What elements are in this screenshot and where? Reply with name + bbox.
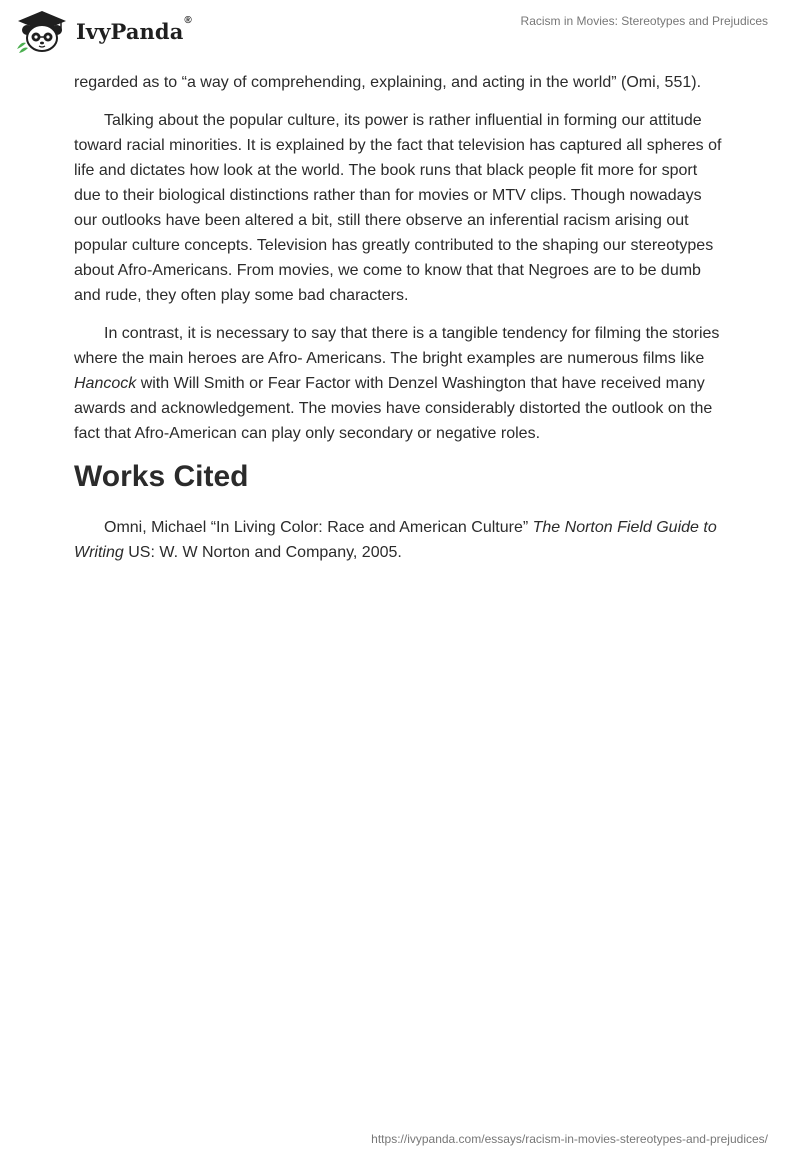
essay-content xyxy=(74,70,724,578)
citation-entry: Omni, Michael “In Living Color: Race and American Culture” The Norton Field Guide to Writing US: W. W Norton and Company, 2005. xyxy=(74,519,717,561)
paragraph: Talking about the popular culture, its power is rather influential in forming our attitude toward racial minorities. It is explained by the fact that television has captured all spheres of life and dictates how look at the world. The book runs that black people fit more for sport due to their biological distinctions rather than for movies or MTV clips. Though nowadays our outlooks have been altered a bit, still there observe an inferential racism arising out popular culture concepts. Television has greatly contributed to the shaping our stereotypes about Afro-Americans. From movies, we come to know that that Negroes are to be dumb and rude, they often play some bad characters. xyxy=(74,112,722,304)
panda-graduation-cap-icon xyxy=(14,9,70,53)
document-title: Racism in Movies: Stereotypes and Prejudices xyxy=(520,14,768,28)
page-header xyxy=(0,0,800,64)
book-title: The Norton Field Guide to Writing xyxy=(74,519,717,561)
paragraph: regarded as to “a way of comprehending, explaining, and acting in the world” (Omi, 551). xyxy=(74,74,702,91)
logo-wordmark: IvyPanda® xyxy=(76,14,192,44)
ivypanda-logo[interactable] xyxy=(14,8,204,54)
paragraph: In contrast, it is necessary to say that there is a tangible tendency for filming the stories where the main heroes are Afro- Americans. The bright examples are numerous films like Hancock with Will Smith or Fear Factor with Denzel Washington that have received many awards and acknowledgement. The movies have considerably distorted the outlook on the fact that Afro-American can play only secondary or negative roles. xyxy=(74,325,720,442)
works-cited-heading: Works Cited xyxy=(74,460,249,493)
film-title: Hancock xyxy=(74,375,137,392)
source-url[interactable]: https://ivypanda.com/essays/racism-in-movies-stereotypes-and-prejudices/ xyxy=(371,1132,768,1146)
